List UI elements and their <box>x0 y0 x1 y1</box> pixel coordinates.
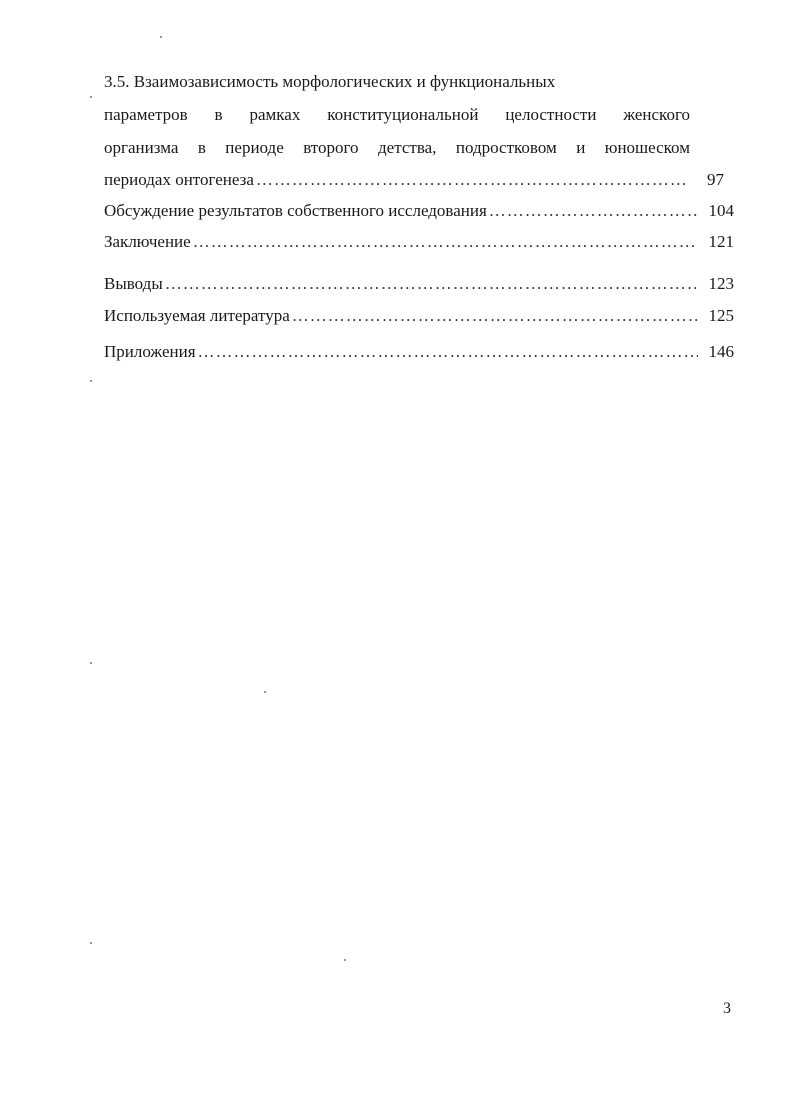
toc-page-number: 104 <box>708 201 734 220</box>
scan-speck <box>90 96 92 98</box>
toc-entry-conclusion <box>104 232 734 252</box>
toc-entry-label: Обсуждение результатов собственного исследования <box>104 201 487 220</box>
toc-page-number: 125 <box>708 306 734 325</box>
scan-speck <box>264 691 266 693</box>
dot-leader <box>489 201 698 221</box>
toc-entry-label: Выводы <box>104 274 163 293</box>
page-number: 3 <box>723 1000 731 1017</box>
toc-page-number: 146 <box>708 342 734 361</box>
dot-leader <box>292 306 698 326</box>
dot-leader <box>193 232 698 252</box>
toc-section-3-5-line-1: 3.5. Взаимозависимость морфологических и функциональных <box>104 72 556 91</box>
toc-page-number: 97 <box>707 170 724 189</box>
toc-entry-label: Приложения <box>104 342 196 361</box>
scan-speck <box>90 942 92 944</box>
toc-entry-discussion <box>104 201 734 221</box>
toc-entry-findings <box>104 274 734 294</box>
toc-page-number: 121 <box>708 232 734 251</box>
toc-entry-section-3-5 <box>104 170 724 190</box>
scan-speck <box>160 36 162 38</box>
scan-speck <box>90 662 92 664</box>
dot-leader <box>165 274 698 294</box>
toc-entry-label: Заключение <box>104 232 191 251</box>
toc-entry-label: Используемая литература <box>104 306 290 325</box>
toc-section-3-5-line-3: организма в периоде второго детства, подростковом и юношеском <box>104 138 690 157</box>
dot-leader <box>198 342 698 362</box>
scan-speck <box>344 959 346 961</box>
toc-entry-literature <box>104 306 734 326</box>
toc-page-number: 123 <box>708 274 734 293</box>
scan-speck <box>90 380 92 382</box>
toc-section-3-5-line-4: периодах онтогенеза <box>104 170 254 189</box>
dot-leader <box>256 170 688 190</box>
toc-entry-appendices <box>104 342 734 362</box>
toc-section-3-5-line-2: параметров в рамках конституциональной целостности женского <box>104 105 690 124</box>
